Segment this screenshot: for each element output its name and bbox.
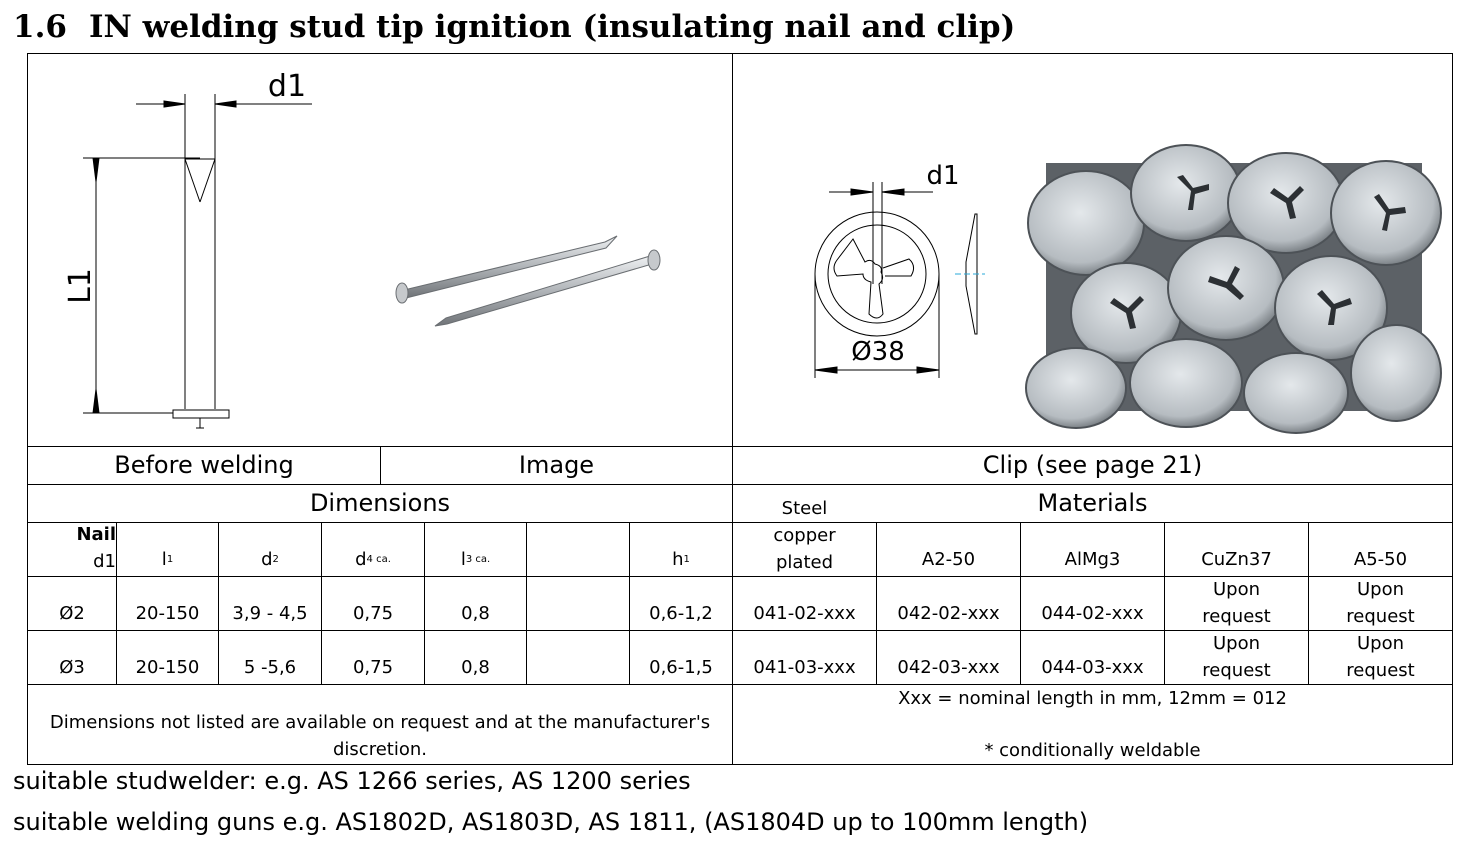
xxx-note: Xxx = nominal length in mm, 12mm = 012 <box>898 688 1287 709</box>
nail-l1-label: L1 <box>62 268 98 304</box>
col-nail-d1: d1 <box>93 551 116 572</box>
cell-steel: 041-03-xxx <box>753 657 856 678</box>
clip-diameter-label: Ø38 <box>851 336 905 367</box>
cell-l3: 0,8 <box>461 603 490 624</box>
section-title: IN welding stud tip ignition (insulating nail and clip) <box>89 9 1016 45</box>
section-number: 1.6 <box>13 9 67 45</box>
col-l3: l 3 ca. <box>460 549 491 570</box>
col-a2-50: A2-50 <box>921 549 976 570</box>
header-dimensions: Dimensions <box>309 489 451 517</box>
cell-cuzn37: Upon request <box>1202 633 1271 681</box>
cell-d1: Ø2 <box>59 603 85 624</box>
conditional-note: * conditionally weldable <box>984 740 1201 761</box>
studwelder-line: suitable studwelder: e.g. AS 1266 series, AS 1200 series <box>13 767 691 795</box>
section-heading <box>13 6 1015 48</box>
col-a5-50: A5-50 <box>1353 549 1408 570</box>
cell-h1: 0,6-1,5 <box>649 657 713 678</box>
col-empty <box>527 523 629 576</box>
cell-d2: 3,9 - 4,5 <box>232 603 308 624</box>
cell-d1: Ø3 <box>59 657 85 678</box>
label-image: Image <box>518 451 595 479</box>
cell-almg3: 044-03-xxx <box>1041 657 1144 678</box>
col-l1: l 1 <box>161 549 174 570</box>
header-materials: Materials <box>1037 489 1148 517</box>
cell-almg3: 044-02-xxx <box>1041 603 1144 624</box>
welding-guns-line: suitable welding guns e.g. AS1802D, AS1803D, AS 1811, (AS1804D up to 100mm length) <box>13 808 1089 836</box>
nail-image <box>380 230 680 340</box>
cell-a5: Upon request <box>1346 579 1415 627</box>
cell-d4: 0,75 <box>352 657 394 678</box>
col-cuzn37: CuZn37 <box>1201 549 1272 570</box>
col-nail-title: Nail <box>76 524 116 545</box>
nail-d1-label: d1 <box>267 68 307 104</box>
cell-l1: 20-150 <box>135 603 200 624</box>
label-clip: Clip (see page 21) <box>982 451 1203 479</box>
cell-a2: 042-02-xxx <box>897 603 1000 624</box>
cell-d2: 5 -5,6 <box>243 657 297 678</box>
col-d4: d 4 ca. <box>355 549 391 570</box>
clip-d1-label: d1 <box>926 160 960 191</box>
col-h1: h 1 <box>672 549 690 570</box>
cell-steel: 041-02-xxx <box>753 603 856 624</box>
cell-l1: 20-150 <box>135 657 200 678</box>
cell-cuzn37: Upon request <box>1202 579 1271 627</box>
cell-a5: Upon request <box>1346 633 1415 681</box>
cell-l3: 0,8 <box>461 657 490 678</box>
cell-h1: 0,6-1,2 <box>649 603 713 624</box>
col-almg3: AlMg3 <box>1064 549 1121 570</box>
clip-drawing <box>733 54 1033 446</box>
label-before-welding: Before welding <box>114 451 294 479</box>
col-steel-copper-plated: Steel copper plated <box>773 498 836 573</box>
cell-d4: 0,75 <box>352 603 394 624</box>
col-nail <box>28 523 116 576</box>
dimensions-note: Dimensions not listed are available on request and at the manufacturer's discretion. <box>49 712 711 760</box>
clip-image <box>1046 163 1422 411</box>
cell-a2: 042-03-xxx <box>897 657 1000 678</box>
col-d2: d 2 <box>261 549 279 570</box>
